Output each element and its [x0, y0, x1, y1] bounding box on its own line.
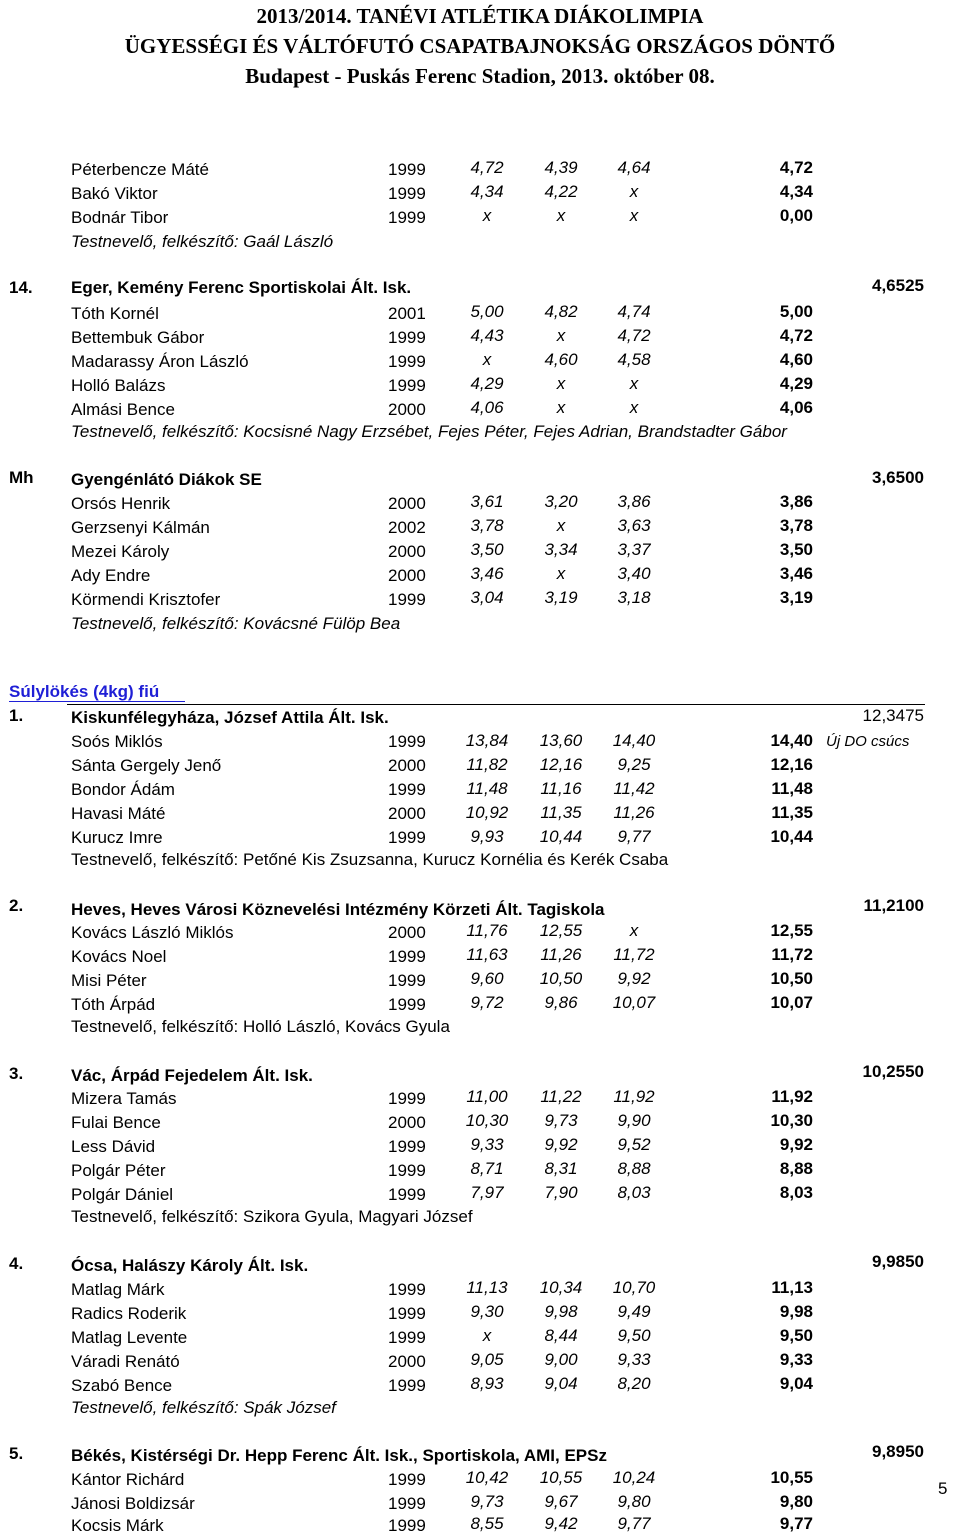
attempt-3: 11,72 — [613, 945, 655, 964]
athlete-year: 2001 — [388, 304, 426, 323]
attempt-2: 3,20 — [544, 492, 578, 511]
attempt-2: 9,86 — [544, 993, 578, 1012]
record-note: Új DO csúcs — [826, 733, 910, 750]
best-result: 3,86 — [779, 492, 813, 511]
attempt-2: x — [556, 564, 566, 583]
team-place: 14. — [9, 278, 33, 297]
athlete-year: 2000 — [388, 1113, 426, 1132]
athlete-name: Matlag Márk — [71, 1280, 165, 1299]
attempt-3: 3,86 — [617, 492, 651, 511]
attempt-2: 9,00 — [544, 1350, 578, 1369]
best-result: 11,13 — [771, 1278, 813, 1297]
attempt-3: 3,18 — [617, 588, 651, 607]
attempt-1: 4,34 — [470, 182, 504, 201]
attempt-3: 9,90 — [617, 1111, 651, 1130]
best-result: 8,03 — [779, 1183, 813, 1202]
attempt-2: 11,16 — [540, 779, 582, 798]
athlete-name: Kurucz Imre — [71, 828, 163, 847]
attempt-1: 11,63 — [466, 945, 508, 964]
attempt-1: 11,00 — [466, 1087, 508, 1106]
athlete-year: 1999 — [388, 1185, 426, 1204]
attempt-2: 9,04 — [544, 1374, 578, 1393]
athlete-year: 2000 — [388, 1352, 426, 1371]
attempt-3: 4,58 — [617, 350, 651, 369]
team-place: 2. — [9, 896, 24, 915]
team-name: Vác, Árpád Fejedelem Ált. Isk. — [71, 1066, 313, 1085]
attempt-3: 3,63 — [617, 516, 651, 535]
attempt-1: 3,46 — [470, 564, 504, 583]
attempt-1: 3,78 — [470, 516, 504, 535]
attempt-2: 11,35 — [540, 803, 582, 822]
best-result: 10,55 — [770, 1468, 813, 1487]
event-title-underline — [9, 701, 185, 702]
best-result: 3,50 — [779, 540, 813, 559]
attempt-1: 7,97 — [470, 1183, 504, 1202]
attempt-2: x — [556, 398, 566, 417]
attempt-3: 4,72 — [617, 326, 651, 345]
athlete-name: Misi Péter — [71, 971, 147, 990]
attempt-1: 9,93 — [470, 827, 504, 846]
athlete-name: Fulai Bence — [71, 1113, 161, 1132]
attempt-2: 9,73 — [544, 1111, 578, 1130]
athlete-name: Jánosi Boldizsár — [71, 1494, 195, 1513]
best-result: 4,72 — [779, 326, 813, 345]
attempt-3: 9,77 — [617, 827, 651, 846]
best-result: 4,06 — [779, 398, 813, 417]
athlete-name: Tóth Árpád — [71, 995, 156, 1014]
best-result: 9,80 — [779, 1492, 813, 1511]
best-result: 4,29 — [779, 374, 813, 393]
coach-line: Testnevelő, felkészítő: Szikora Gyula, Magyari József — [71, 1207, 473, 1226]
attempt-3: 3,40 — [617, 564, 651, 583]
header-line-2: ÜGYESSÉGI ÉS VÁLTÓFUTÓ CSAPATBAJNOKSÁG ORSZÁGOS DÖNTŐ — [124, 34, 836, 58]
athlete-year: 2000 — [388, 804, 426, 823]
athlete-year: 2000 — [388, 566, 426, 585]
best-result: 9,92 — [779, 1135, 813, 1154]
best-result: 8,88 — [779, 1159, 813, 1178]
attempt-2: 4,22 — [544, 182, 578, 201]
attempt-1: 5,00 — [470, 302, 504, 321]
attempt-3: 10,24 — [612, 1468, 656, 1487]
athlete-name: Polgár Dániel — [71, 1185, 174, 1204]
team-name: Békés, Kistérségi Dr. Hepp Ferenc Ált. Isk., Sportiskola, AMI, EPSz — [71, 1446, 607, 1465]
athlete-name: Orsós Henrik — [71, 494, 171, 513]
athlete-year: 1999 — [388, 1494, 426, 1513]
best-result: 9,98 — [779, 1302, 813, 1321]
attempt-2: 13,60 — [539, 731, 583, 750]
attempt-1: 9,73 — [470, 1492, 504, 1511]
coach-line: Testnevelő, felkészítő: Spák József — [71, 1398, 336, 1417]
attempt-3: 8,03 — [617, 1183, 651, 1202]
attempt-3: x — [629, 921, 639, 940]
athlete-year: 2000 — [388, 542, 426, 561]
attempt-1: 10,42 — [465, 1468, 509, 1487]
athlete-year: 1999 — [388, 352, 426, 371]
attempt-2: 8,31 — [544, 1159, 578, 1178]
best-result: 9,77 — [779, 1514, 813, 1533]
header-line-3: Budapest - Puskás Ferenc Stadion, 2013. október 08. — [245, 64, 715, 88]
attempt-2: 9,67 — [544, 1492, 578, 1511]
athlete-year: 1999 — [388, 971, 426, 990]
best-result: 10,07 — [770, 993, 813, 1012]
athlete-name: Tóth Kornél — [71, 304, 159, 323]
athlete-name: Less Dávid — [71, 1137, 156, 1156]
athlete-name: Havasi Máté — [71, 804, 166, 823]
attempt-2: x — [556, 326, 566, 345]
coach-line: Testnevelő, felkészítő: Petőné Kis Zsuzsanna, Kurucz Kornélia és Kerék Csaba — [71, 850, 669, 869]
best-result: 4,34 — [779, 182, 813, 201]
attempt-1: 11,82 — [466, 755, 508, 774]
athlete-name: Bodnár Tibor — [71, 208, 169, 227]
athlete-name: Sánta Gergely Jenő — [71, 756, 222, 775]
attempt-1: x — [482, 350, 492, 369]
attempt-2: 9,92 — [544, 1135, 578, 1154]
athlete-name: Bettembuk Gábor — [71, 328, 205, 347]
athlete-name: Soós Miklós — [71, 732, 163, 751]
attempt-1: 8,93 — [470, 1374, 504, 1393]
athlete-name: Kántor Richárd — [71, 1470, 185, 1489]
team-name: Kiskunfélegyháza, József Attila Ált. Isk. — [71, 708, 389, 727]
attempt-1: x — [482, 206, 492, 225]
best-result: 11,48 — [771, 779, 813, 798]
team-name: Gyengénlátó Diákok SE — [71, 470, 262, 489]
best-result: 4,72 — [779, 158, 813, 177]
best-result: 10,44 — [770, 827, 813, 846]
attempt-3: 9,92 — [617, 969, 651, 988]
team-score: 9,9850 — [872, 1252, 924, 1271]
attempt-1: x — [482, 1326, 492, 1345]
team-place: 1. — [9, 706, 24, 725]
athlete-year: 1999 — [388, 1137, 426, 1156]
athlete-year: 1999 — [388, 1328, 426, 1347]
athlete-name: Bakó Viktor — [71, 184, 158, 203]
attempt-2: 3,34 — [544, 540, 578, 559]
athlete-year: 1999 — [388, 1089, 426, 1108]
attempt-3: x — [629, 206, 639, 225]
attempt-1: 8,71 — [470, 1159, 504, 1178]
best-result: 12,16 — [770, 755, 813, 774]
athlete-year: 2000 — [388, 756, 426, 775]
attempt-2: 9,42 — [544, 1514, 578, 1533]
attempt-1: 11,48 — [466, 779, 508, 798]
best-result: 9,04 — [779, 1374, 813, 1393]
attempt-3: x — [629, 398, 639, 417]
section-rule — [67, 704, 925, 705]
attempt-3: x — [629, 374, 639, 393]
attempt-1: 10,92 — [465, 803, 509, 822]
attempt-1: 9,72 — [470, 993, 504, 1012]
athlete-year: 1999 — [388, 590, 426, 609]
page-number: 5 — [938, 1479, 948, 1498]
athlete-name: Szabó Bence — [71, 1376, 173, 1395]
attempt-3: 4,64 — [617, 158, 651, 177]
athlete-name: Váradi Renátó — [71, 1352, 180, 1371]
athlete-year: 1999 — [388, 1470, 426, 1489]
athlete-year: 1999 — [388, 1280, 426, 1299]
attempt-3: x — [629, 182, 639, 201]
athlete-year: 1999 — [388, 184, 426, 203]
attempt-2: 4,82 — [544, 302, 578, 321]
athlete-year: 1999 — [388, 1161, 426, 1180]
athlete-name: Mezei Károly — [71, 542, 170, 561]
athlete-name: Bondor Ádám — [71, 780, 175, 799]
athlete-name: Almási Bence — [71, 400, 175, 419]
athlete-year: 2000 — [388, 923, 426, 942]
athlete-name: Polgár Péter — [71, 1161, 166, 1180]
attempt-3: 10,70 — [612, 1278, 656, 1297]
team-score: 11,2100 — [863, 896, 924, 915]
attempt-1: 13,84 — [465, 731, 509, 750]
athlete-year: 1999 — [388, 376, 426, 395]
coach-line: Testnevelő, felkészítő: Kovácsné Fülöp Bea — [71, 614, 401, 633]
attempt-2: 11,26 — [540, 945, 582, 964]
attempt-3: 9,77 — [617, 1514, 651, 1533]
attempt-2: x — [556, 374, 566, 393]
attempt-1: 9,33 — [470, 1135, 504, 1154]
best-result: 11,92 — [771, 1087, 813, 1106]
attempt-3: 11,26 — [613, 803, 655, 822]
attempt-2: 4,60 — [544, 350, 578, 369]
athlete-year: 1999 — [388, 780, 426, 799]
athlete-year: 1999 — [388, 328, 426, 347]
athlete-year: 1999 — [388, 947, 426, 966]
athlete-year: 1999 — [388, 208, 426, 227]
athlete-year: 1999 — [388, 1304, 426, 1323]
athlete-year: 2002 — [388, 518, 426, 537]
athlete-name: Kovács Noel — [71, 947, 167, 966]
attempt-3: 9,50 — [617, 1326, 651, 1345]
attempt-1: 4,29 — [470, 374, 504, 393]
best-result: 9,33 — [779, 1350, 813, 1369]
attempt-3: 9,49 — [617, 1302, 651, 1321]
event-title: Súlylökés (4kg) fiú — [9, 682, 160, 701]
team-place: 4. — [9, 1254, 24, 1273]
athlete-name: Matlag Levente — [71, 1328, 188, 1347]
team-name: Eger, Kemény Ferenc Sportiskolai Ált. Isk. — [71, 278, 412, 297]
attempt-1: 4,06 — [470, 398, 504, 417]
best-result: 12,55 — [770, 921, 813, 940]
athlete-year: 1999 — [388, 160, 426, 179]
attempt-2: 10,34 — [539, 1278, 583, 1297]
attempt-1: 8,55 — [470, 1514, 504, 1533]
team-name: Ócsa, Halászy Károly Ált. Isk. — [71, 1256, 309, 1275]
attempt-2: x — [556, 206, 566, 225]
best-result: 9,50 — [779, 1326, 813, 1345]
best-result: 0,00 — [779, 206, 813, 225]
attempt-1: 9,60 — [470, 969, 504, 988]
athlete-year: 2000 — [388, 494, 426, 513]
attempt-1: 11,13 — [466, 1278, 508, 1297]
header-line-1: 2013/2014. TANÉVI ATLÉTIKA DIÁKOLIMPIA — [256, 4, 704, 28]
team-score: 12,3475 — [862, 706, 924, 725]
coach-line: Testnevelő, felkészítő: Gaál László — [71, 232, 334, 251]
best-result: 11,35 — [771, 803, 813, 822]
best-result: 11,72 — [771, 945, 813, 964]
attempt-1: 3,04 — [470, 588, 504, 607]
team-score: 4,6525 — [872, 276, 924, 295]
coach-line: Testnevelő, felkészítő: Holló László, Kovács Gyula — [71, 1017, 450, 1036]
attempt-3: 11,42 — [613, 779, 655, 798]
athlete-year: 1999 — [388, 995, 426, 1014]
attempt-1: 9,30 — [470, 1302, 504, 1321]
attempt-1: 4,43 — [470, 326, 504, 345]
athlete-year: 2000 — [388, 400, 426, 419]
athlete-name: Péterbencze Máté — [71, 160, 209, 179]
best-result: 10,50 — [770, 969, 813, 988]
athlete-year: 1999 — [388, 1376, 426, 1395]
athlete-name: Holló Balázs — [71, 376, 166, 395]
attempt-2: 3,19 — [544, 588, 578, 607]
attempt-3: 8,88 — [617, 1159, 651, 1178]
athlete-name: Mizera Tamás — [71, 1089, 177, 1108]
best-result: 3,46 — [779, 564, 813, 583]
team-place: Mh — [9, 468, 34, 487]
best-result: 14,40 — [770, 731, 813, 750]
team-score: 3,6500 — [872, 468, 924, 487]
athlete-name: Madarassy Áron László — [71, 352, 249, 371]
athlete-name: Kovács László Miklós — [71, 923, 234, 942]
attempt-1: 10,30 — [465, 1111, 509, 1130]
attempt-1: 9,05 — [470, 1350, 504, 1369]
attempt-3: 14,40 — [612, 731, 656, 750]
best-result: 3,78 — [779, 516, 813, 535]
attempt-3: 9,80 — [617, 1492, 651, 1511]
attempt-1: 4,72 — [470, 158, 504, 177]
team-place: 3. — [9, 1064, 24, 1083]
attempt-2: 12,16 — [539, 755, 583, 774]
attempt-2: 12,55 — [539, 921, 583, 940]
athlete-name: Körmendi Krisztofer — [71, 590, 221, 609]
attempt-1: 3,50 — [470, 540, 504, 559]
attempt-3: 8,20 — [617, 1374, 651, 1393]
attempt-2: 10,55 — [539, 1468, 583, 1487]
attempt-2: 10,44 — [539, 827, 583, 846]
athlete-year: 1999 — [388, 732, 426, 751]
athlete-year: 1999 — [388, 828, 426, 847]
attempt-3: 3,37 — [617, 540, 651, 559]
best-result: 3,19 — [779, 588, 813, 607]
coach-line: Testnevelő, felkészítő: Kocsisné Nagy Erzsébet, Fejes Péter, Fejes Adrian, Brandstadter Gábor — [71, 422, 787, 441]
best-result: 5,00 — [779, 302, 813, 321]
attempt-3: 4,74 — [617, 302, 651, 321]
team-name: Heves, Heves Városi Köznevelési Intézmény Körzeti Ált. Tagiskola — [71, 900, 605, 919]
attempt-2: 9,98 — [544, 1302, 578, 1321]
attempt-3: 9,25 — [617, 755, 651, 774]
athlete-name: Ady Endre — [71, 566, 151, 585]
attempt-3: 9,52 — [617, 1135, 651, 1154]
attempt-1: 11,76 — [466, 921, 508, 940]
athlete-name: Kocsis Márk — [71, 1516, 164, 1535]
attempt-1: 3,61 — [470, 492, 504, 511]
attempt-3: 10,07 — [612, 993, 656, 1012]
best-result: 10,30 — [770, 1111, 813, 1130]
attempt-2: 7,90 — [544, 1183, 578, 1202]
athlete-name: Radics Roderik — [71, 1304, 187, 1323]
attempt-3: 11,92 — [613, 1087, 655, 1106]
best-result: 4,60 — [779, 350, 813, 369]
attempt-2: x — [556, 516, 566, 535]
attempt-2: 8,44 — [544, 1326, 578, 1345]
attempt-2: 10,50 — [539, 969, 583, 988]
attempt-2: 11,22 — [540, 1087, 582, 1106]
attempt-2: 4,39 — [544, 158, 578, 177]
team-place: 5. — [9, 1444, 24, 1463]
athlete-name: Gerzsenyi Kálmán — [71, 518, 210, 537]
attempt-3: 9,33 — [617, 1350, 651, 1369]
athlete-year: 1999 — [388, 1516, 426, 1535]
team-score: 10,2550 — [862, 1062, 924, 1081]
team-score: 9,8950 — [872, 1442, 924, 1461]
